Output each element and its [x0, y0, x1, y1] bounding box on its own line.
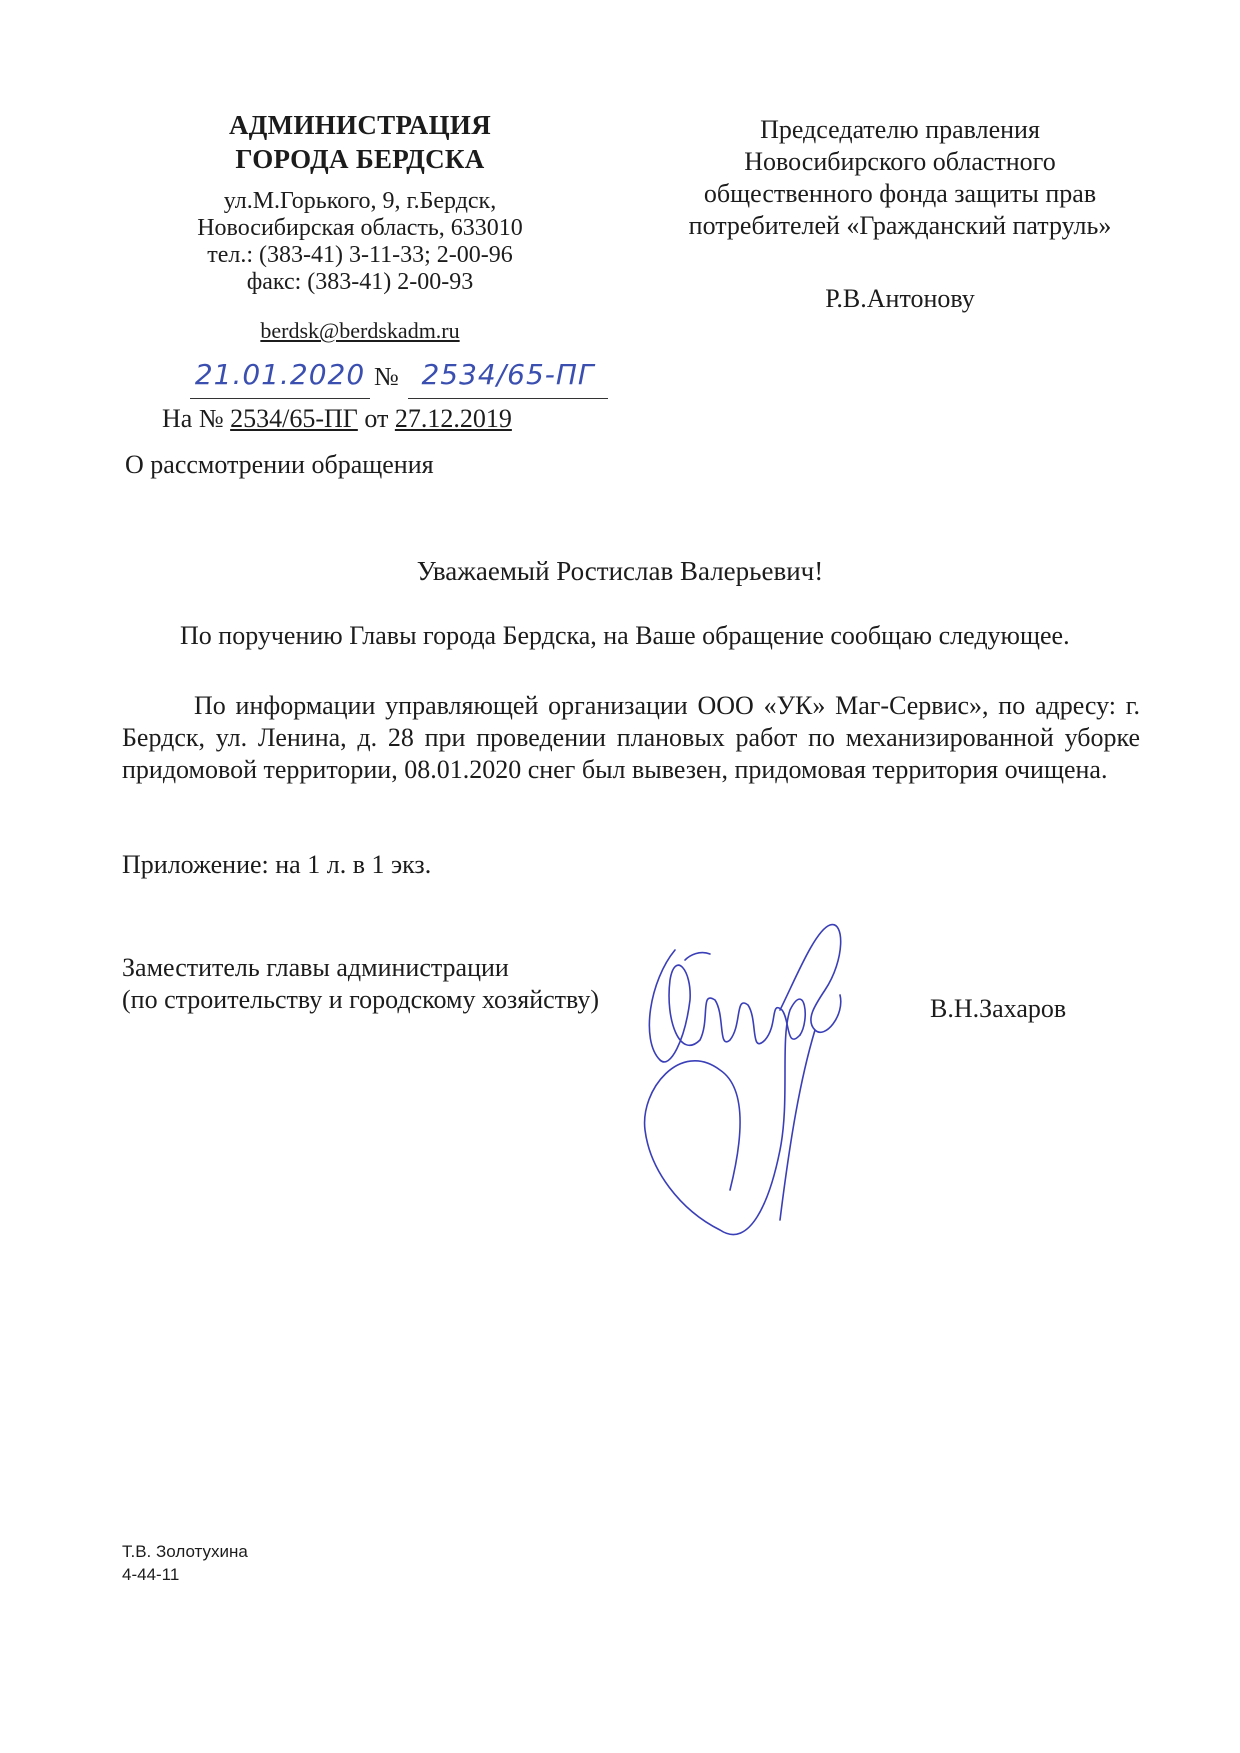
letter-subject: О рассмотрении обращения — [125, 450, 434, 479]
body-paragraph-1: По поручению Главы города Бердска, на Ваше обращение сообщаю следующее. — [180, 621, 1070, 650]
sender-email-wrap — [160, 318, 560, 344]
signature-strokes — [645, 925, 841, 1235]
greeting: Уважаемый Ростислав Валерьевич! — [416, 556, 824, 586]
sender-organization — [160, 108, 560, 176]
recipient-line2: Новосибирского областного — [744, 147, 1056, 176]
reply-reference — [162, 404, 512, 434]
sender-address-line1: ул.М.Горького, 9, г.Бердск, — [223, 188, 497, 214]
executor-name: Т.В. Золотухина — [122, 1542, 248, 1561]
sender-org-line1: АДМИНИСТРАЦИЯ — [228, 110, 491, 140]
recipient-line3: общественного фонда защиты прав — [703, 179, 1097, 208]
reply-date: 27.12.2019 — [394, 404, 512, 433]
signatory-name: В.Н.Захаров — [930, 994, 1067, 1023]
handwritten-signature — [630, 920, 920, 1250]
sender-fax: факс: (383-41) 2-00-93 — [246, 269, 474, 295]
registration-number: 2534/65-ПГ — [408, 358, 608, 399]
registration-number-sign: № — [374, 362, 399, 391]
sender-address-line2: Новосибирская область, 633010 — [197, 215, 523, 241]
executor-info — [122, 1540, 248, 1586]
reply-from-label: от — [364, 404, 389, 433]
body-paragraph-2: По информации управляющей организации ООО «УК» Маг-Сервис», по адресу: г. Бердск, ул. Ленина, д. 28 при проведении плановых работ по механизированной уборке придомовой территории, 08.01.2020 снег был вывезен, придомовая территория очищена. — [122, 691, 1140, 784]
sender-org-line2: ГОРОДА БЕРДСКА — [235, 144, 485, 174]
recipient-line1: Председателю правления — [760, 115, 1040, 144]
recipient-name: Р.В.Антонову — [825, 284, 975, 313]
signatory-title-line2: (по строительству и городскому хозяйству) — [122, 985, 600, 1014]
recipient-block — [660, 114, 1140, 242]
sender-email[interactable]: berdsk@berdskadm.ru — [260, 318, 460, 343]
executor-phone: 4-44-11 — [122, 1565, 180, 1584]
signatory-title — [122, 952, 599, 1016]
recipient-line4: потребителей «Гражданский патруль» — [688, 211, 1112, 240]
appendix-note: Приложение: на 1 л. в 1 экз. — [122, 850, 432, 879]
signatory-title-line1: Заместитель главы администрации — [122, 953, 509, 982]
registration-date: 21.01.2020 — [190, 358, 370, 399]
sender-phone: тел.: (383-41) 3-11-33; 2-00-96 — [207, 242, 513, 268]
reply-number: 2534/65-ПГ — [230, 404, 358, 433]
sender-contacts — [160, 188, 560, 296]
reply-prefix: На № — [162, 404, 224, 433]
